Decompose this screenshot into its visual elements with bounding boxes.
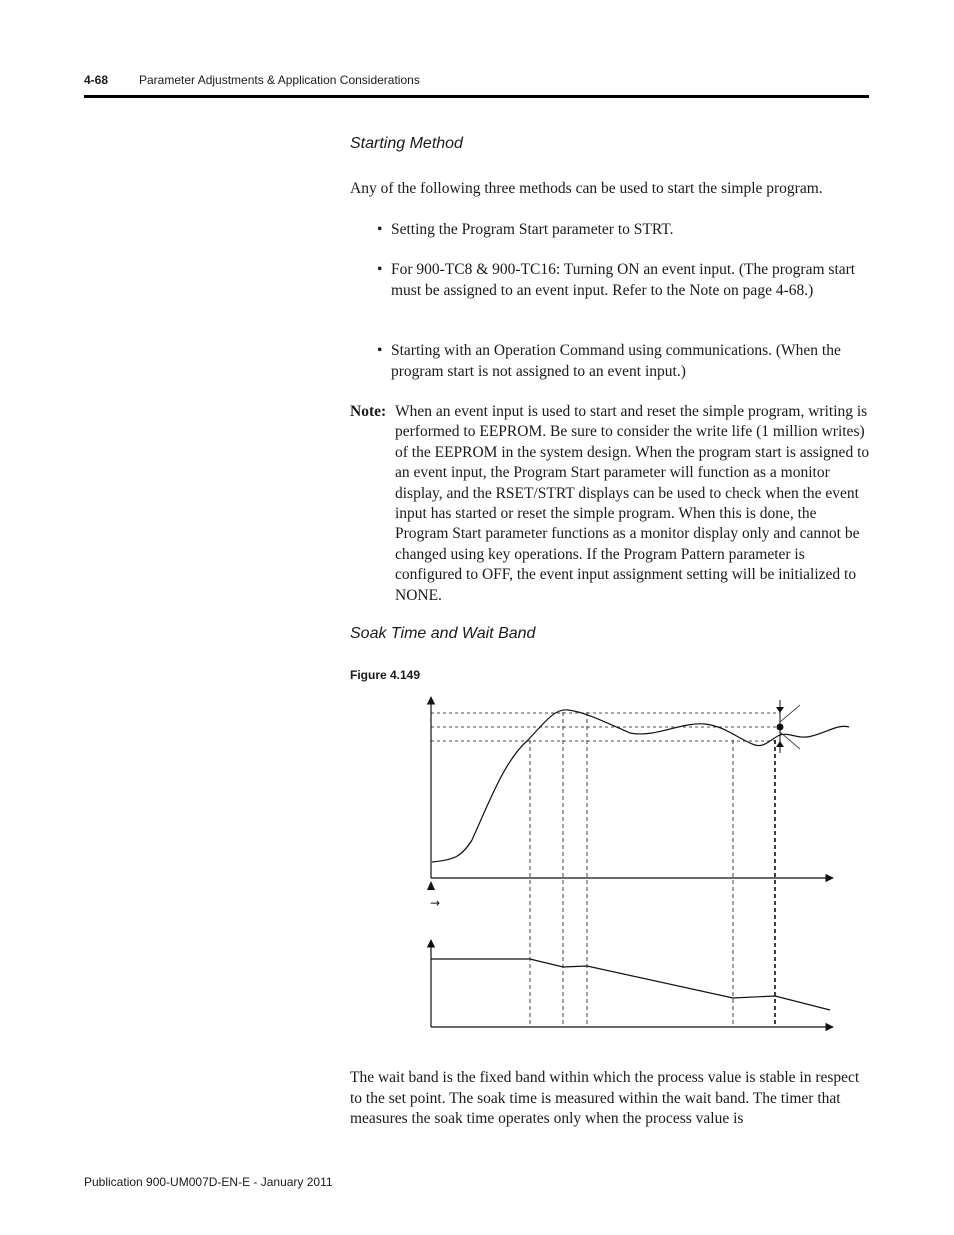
bullet-dot: • bbox=[377, 261, 383, 278]
note-label: Note: bbox=[350, 403, 387, 420]
band-upper-arrow bbox=[776, 707, 784, 713]
figure-label: Figure 4.149 bbox=[350, 668, 421, 682]
bullet-text: For 900-TC8 & 900-TC16: Turning ON an event input. (The program start must be assigned to an event input. Refer to the Note on page 4-68.) bbox=[391, 261, 856, 299]
start-arrow-glyph: → bbox=[430, 896, 441, 910]
set-point-dot bbox=[777, 724, 784, 731]
soak-timer-trace bbox=[431, 959, 830, 1010]
note-text: When an event input is used to start and reset the simple program, writing is performed to EEPROM. Be sure to consider the write life (1 million writes) of the EEPROM in the system design. When the program start is assigned to an event input, the Program Start parameter will function as a monitor display, and the RSET/STRT displays can be used to check when the event input has started or reset the simple program. When this is done, the Program Start parameter functions as a monitor display only and cannot be changed using key operations. If the Program Pattern parameter is configured to OFF, the event input assignment setting will be initialized to NONE. bbox=[395, 403, 870, 604]
page-number: 4-68 bbox=[84, 73, 109, 87]
header-rule bbox=[84, 95, 869, 98]
bullet-dot: • bbox=[377, 342, 383, 359]
bullet-text: Starting with an Operation Command using communications. (When the program start is not assigned to an event input.) bbox=[391, 342, 841, 380]
start-arrow bbox=[427, 881, 435, 890]
bullet-dot: • bbox=[377, 221, 383, 238]
closing-paragraph: The wait band is the fixed band within which the process value is stable in respect to the set point. The soak time is measured within the wait band. The timer that measures the soak time operates only when the process value is bbox=[350, 1069, 860, 1127]
band-lower-arrow bbox=[776, 741, 784, 747]
page-header bbox=[84, 73, 869, 101]
soak-wait-band-figure bbox=[420, 690, 860, 1035]
bullet-text: Setting the Program Start parameter to STRT. bbox=[391, 221, 674, 238]
section-heading-soak-time: Soak Time and Wait Band bbox=[350, 625, 536, 642]
process-value-curve bbox=[432, 710, 849, 862]
footer-publication: Publication 900-UM007D-EN-E - January 2011 bbox=[84, 1175, 333, 1189]
intro-paragraph: Any of the following three methods can be used to start the simple program. bbox=[350, 180, 823, 197]
section-heading-starting-method: Starting Method bbox=[350, 135, 463, 152]
header-title: Parameter Adjustments & Application Considerations bbox=[139, 73, 420, 87]
